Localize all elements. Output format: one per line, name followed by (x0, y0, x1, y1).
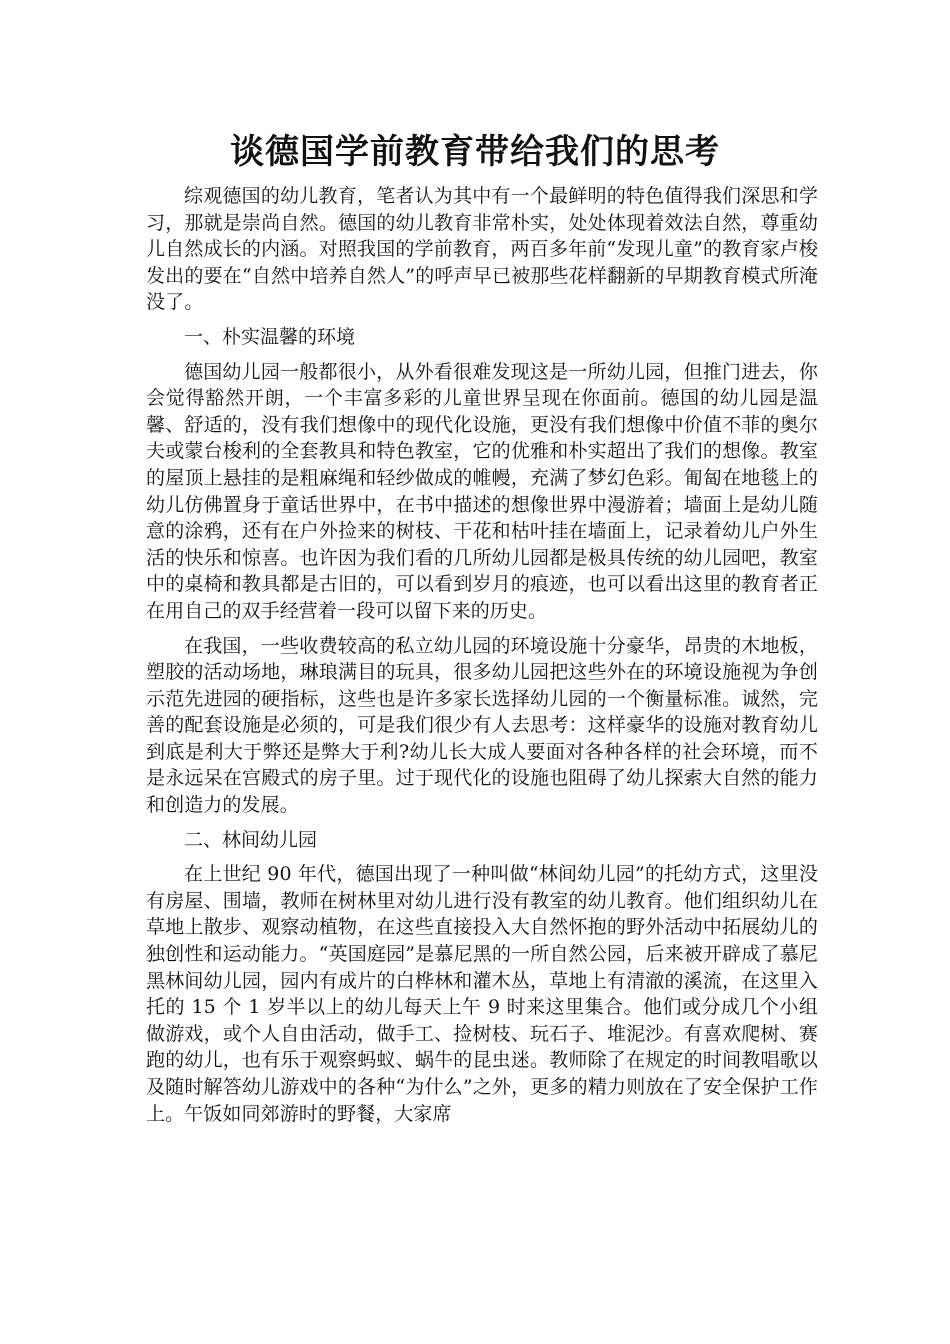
paragraph-environment: 德国幼儿园一般都很小，从外看很难发现这是一所幼儿园，但推门进去，你会觉得豁然开朗，一个丰富多彩的儿童世界呈现在你面前。德国的幼儿园是温馨、舒适的，没有我们想像中的现代化设施，更没有我们想像中价值不菲的奥尔夫或蒙台梭利的全套教具和特色教室，它的优雅和朴实超出了我们的想像。教室的屋顶上悬挂的是粗麻绳和轻纱做成的帷幔，充满了梦幻色彩。匍匐在地毯上的幼儿仿佛置身于童话世界中，在书中描述的想像世界中漫游着；墙面上是幼儿随意的涂鸦，还有在户外捡来的树枝、干花和枯叶挂在墙面上，记录着幼儿户外生活的快乐和惊喜。也许因为我们看的几所幼儿园都是极具传统的幼儿园吧，教室中的桌椅和教具都是古旧的，可以看到岁月的痕迹，也可以看出这里的教育者正在用自己的双手经营着一段可以留下来的历史。 (146, 360, 818, 622)
section-heading-1: 一、朴实温馨的环境 (184, 325, 356, 348)
paragraph-forest-kindergarten: 在上世纪 90 年代，德国出现了一种叫做“林间幼儿园”的托幼方式，这里没有房屋、围墙，教师在树林里对幼儿进行没有教室的幼儿教育。他们组织幼儿在草地上散步、观察动植物，在这些直接投入大自然怀抱的野外活动中拓展幼儿的独创性和运动能力。“英国庭园”是慕尼黑的一所自然公园，后来被开辟成了慕尼黑林间幼儿园，园内有成片的白桦林和灌木丛，草地上有清澈的溪流，在这里入托的 15 个 1 岁半以上的幼儿每天上午 9 时来这里集合。他们或分成几个小组做游戏，或个人自由活动，做手工、捡树枝、玩石子、堆泥沙。有喜欢爬树、赛跑的幼儿，也有乐于观察蚂蚁、蜗牛的昆虫迷。教师除了在规定的时间教唱歌以及随时解答幼儿游戏中的各种“为什么”之外，更多的精力则放在了安全保护工作上。午饭如同郊游时的野餐，大家席 (146, 863, 818, 1125)
paragraph-china-comparison: 在我国，一些收费较高的私立幼儿园的环境设施十分豪华，昂贵的木地板，塑胶的活动场地，琳琅满目的玩具，很多幼儿园把这些外在的环境设施视为争创示范先进园的硬指标，这些也是许多家长选择幼儿园的一个衡量标准。诚然，完善的配套设施是必须的，可是我们很少有人去思考：这样豪华的设施对教育幼儿到底是利大于弊还是弊大于利?幼儿长大成人要面对各种各样的社会环境，而不是永远呆在宫殿式的房子里。过于现代化的设施也阻碍了幼儿探索大自然的能力和创造力的发展。 (146, 634, 818, 817)
document-title: 谈德国学前教育带给我们的思考 (230, 132, 720, 172)
document-body (146, 183, 818, 1135)
section-heading-2: 二、林间幼儿园 (184, 828, 318, 851)
paragraph-intro: 综观德国的幼儿教育，笔者认为其中有一个最鲜明的特色值得我们深思和学习，那就是崇尚自然。德国的幼儿教育非常朴实，处处体现着效法自然，尊重幼儿自然成长的内涵。对照我国的学前教育，两百多年前“发现儿童”的教育家卢梭发出的要在“自然中培养自然人”的呼声早已被那些花样翻新的早期教育模式所淹没了。 (146, 185, 818, 314)
